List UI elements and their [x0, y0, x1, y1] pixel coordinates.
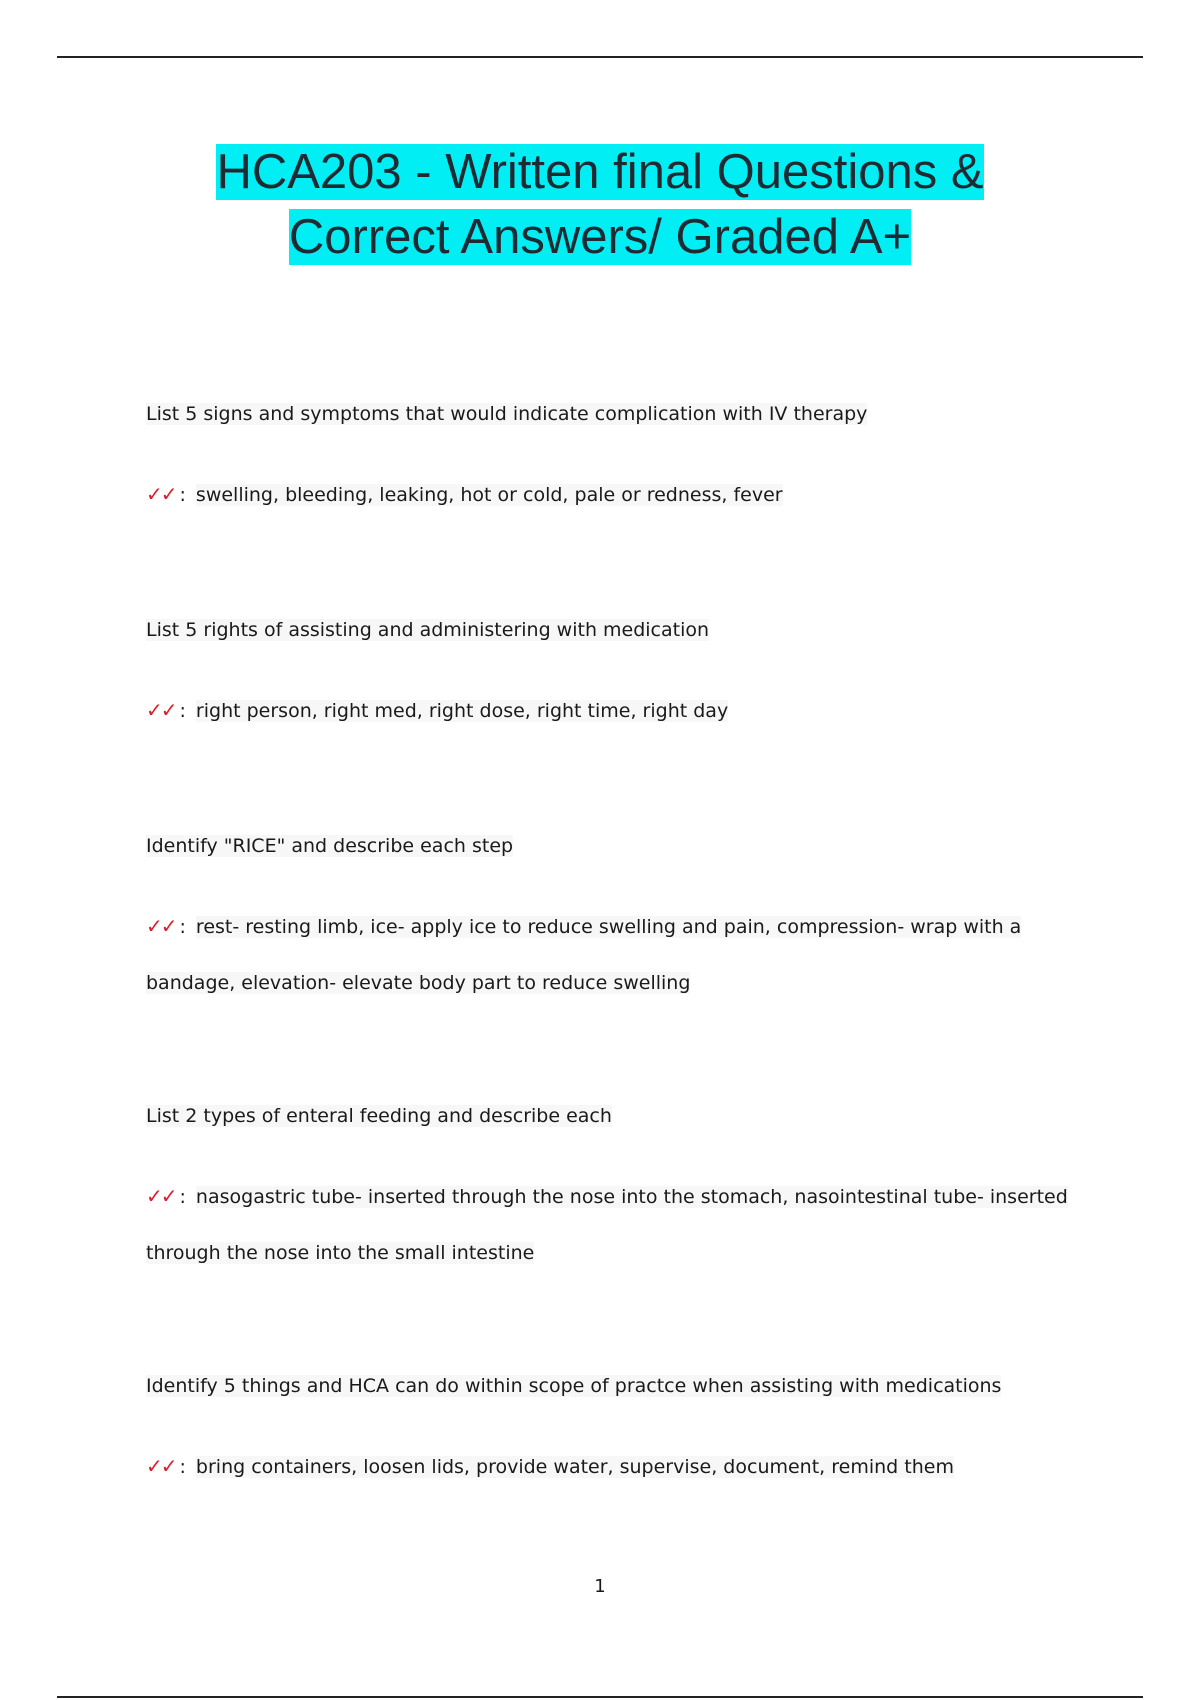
double-check-icon: ✓✓ — [146, 1184, 176, 1208]
footer-rule — [57, 1696, 1143, 1698]
answer-5 — [146, 1438, 1076, 1495]
double-check-icon: ✓✓ — [146, 1454, 176, 1478]
answer-colon: : — [179, 700, 186, 722]
answer-colon: : — [179, 1186, 186, 1208]
question-4: List 2 types of enteral feeding and describe each — [146, 1105, 612, 1127]
answer-4 — [146, 1168, 1076, 1281]
answer-text-2: right person, right med, right dose, right time, right day — [195, 700, 729, 722]
title-line-2: Correct Answers/ Graded A+ — [288, 210, 912, 264]
title-line-1: HCA203 - Written final Questions & — [216, 145, 984, 199]
question-3: Identify "RICE" and describe each step — [146, 835, 514, 857]
answer-colon: : — [179, 484, 186, 506]
document-title — [0, 140, 1200, 270]
answer-text-3: rest- resting limb, ice- apply ice to reduce swelling and pain, compression- wrap with a bandage, elevation- elevate body part to reduce swelling — [146, 916, 1022, 994]
qa-item-5 — [146, 1367, 1076, 1495]
question-5: Identify 5 things and HCA can do within scope of practce when assisting with medications — [146, 1375, 1002, 1397]
question-1: List 5 signs and symptoms that would indicate complication with IV therapy — [146, 403, 868, 425]
page-number: 1 — [594, 1576, 606, 1597]
qa-item-4 — [146, 1097, 1076, 1281]
answer-colon: : — [179, 916, 186, 938]
qa-item-2 — [146, 611, 1076, 739]
answer-text-4: nasogastric tube- inserted through the nose into the stomach, nasointestinal tube- inserted through the nose into the small intestine — [146, 1186, 1068, 1264]
answer-2 — [146, 682, 1076, 739]
question-2: List 5 rights of assisting and administering with medication — [146, 619, 710, 641]
qa-item-3 — [146, 827, 1076, 1011]
double-check-icon: ✓✓ — [146, 914, 176, 938]
header-rule — [57, 56, 1143, 58]
answer-text-1: swelling, bleeding, leaking, hot or cold, pale or redness, fever — [195, 484, 783, 506]
answer-3 — [146, 898, 1076, 1011]
double-check-icon: ✓✓ — [146, 482, 176, 506]
answer-text-5: bring containers, loosen lids, provide water, supervise, document, remind them — [195, 1456, 954, 1478]
answer-1 — [146, 466, 1076, 523]
qa-item-1 — [146, 395, 1076, 523]
answer-colon: : — [179, 1456, 186, 1478]
double-check-icon: ✓✓ — [146, 698, 176, 722]
